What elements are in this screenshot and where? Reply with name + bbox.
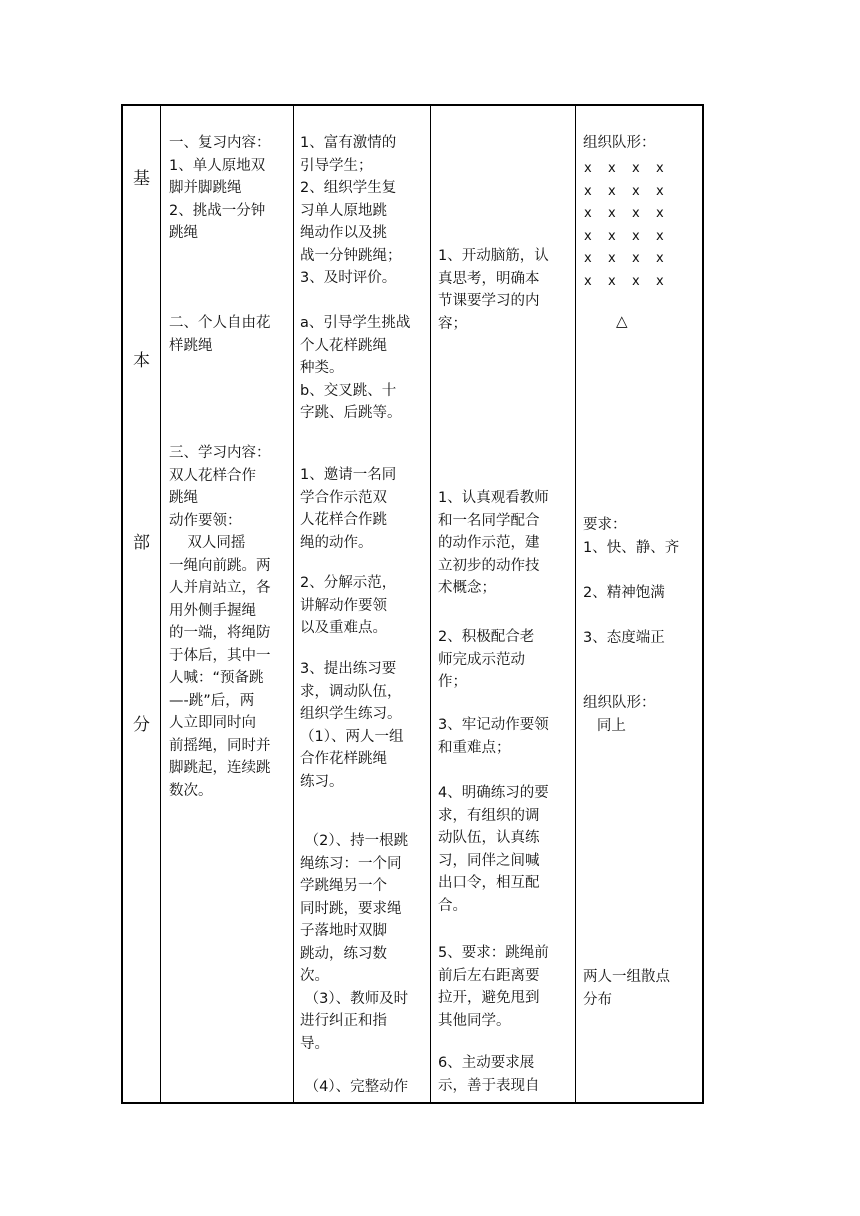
student-line: 习，同伴之间喊: [438, 852, 540, 869]
scatter-line: 两人一组散点: [583, 969, 670, 985]
student-line: 师完成示范动: [438, 651, 525, 668]
student-line: 的动作示范，建: [438, 535, 540, 551]
content-line: 数次。: [169, 782, 213, 799]
student-line: 拉开，避免甩到: [438, 990, 540, 1006]
teacher-line: 战一分钟跳绳；: [300, 247, 402, 264]
section-label-char: 基: [133, 169, 150, 189]
student-mark: x: [632, 251, 640, 267]
student-mark: x: [608, 161, 616, 176]
student-mark: x: [584, 183, 592, 199]
content-line: 人立即同时向: [169, 715, 256, 731]
content-line: 一绳向前跳。两: [169, 557, 271, 574]
student-mark: x: [632, 273, 640, 289]
teacher-line: 2、组织学生复: [300, 180, 397, 196]
teacher-line: 讲解动作要领: [300, 597, 387, 614]
content-line: 脚跳起，连续跳: [169, 760, 271, 776]
teacher-line: 求，调动队伍，: [300, 683, 402, 700]
teacher-line: 学合作示范双: [300, 489, 387, 506]
content-line: 二、个人自由花: [169, 315, 271, 331]
teacher-line: 进行纠正和指: [300, 1013, 387, 1029]
content-line: 一、复习内容：: [169, 135, 271, 151]
formation-label: 组织队形：: [583, 135, 656, 151]
content-line: 双人同摇: [169, 535, 246, 551]
student-mark: x: [584, 161, 592, 176]
student-line: 作；: [438, 674, 467, 690]
organization-cell: [576, 105, 704, 1103]
student-line: 前后左右距离要: [438, 967, 540, 984]
student-mark: x: [656, 161, 664, 176]
content-line: 用外侧手握绳: [169, 602, 256, 619]
teacher-line: 次。: [300, 968, 329, 984]
student-activity-cell: [431, 105, 576, 1103]
student-mark: x: [584, 228, 592, 244]
content-line: 跳绳: [169, 490, 198, 506]
teacher-line: 同时跳，要求绳: [300, 900, 402, 917]
requirement-line: 要求：: [583, 517, 627, 533]
student-line: 出口令，相互配: [438, 875, 540, 891]
content-line: 2、挑战一分钟: [169, 202, 266, 219]
formation-row: [584, 248, 680, 271]
student-line: 示，善于表现自: [438, 1077, 540, 1094]
teacher-line: 学跳绳另一个: [300, 878, 387, 894]
teacher-line: a、引导学生挑战: [300, 315, 411, 331]
student-line: 术概念；: [438, 580, 496, 596]
content-line: 于体后，其中一: [169, 647, 271, 664]
teacher-line: 绳练习：一个同: [300, 855, 402, 872]
student-line: 5、要求：跳绳前: [438, 945, 549, 961]
content-line: 的一端，将绳防: [169, 625, 271, 641]
teacher-line: 练习。: [300, 773, 344, 790]
teacher-line: 3、及时评价。: [300, 270, 397, 286]
student-line: 4、明确练习的要: [438, 785, 549, 801]
formation-same-text: 同上: [583, 718, 626, 734]
student-mark: x: [608, 251, 616, 267]
content-line: 人喊：“预备跳: [169, 670, 264, 686]
requirement-line: 2、精神饱满: [583, 584, 665, 601]
student-line: 真思考，明确本: [438, 270, 540, 287]
teacher-line: 导。: [300, 1035, 329, 1052]
content-cell: [161, 105, 294, 1103]
scatter-line: 分布: [583, 991, 612, 1008]
teacher-line: （4）、完整动作: [300, 1079, 409, 1095]
student-line: 2、积极配合老: [438, 629, 535, 645]
teacher-line: 1、邀请一名同: [300, 467, 397, 483]
content-line: 动作要领：: [169, 512, 242, 529]
student-line: 立初步的动作技: [438, 557, 540, 574]
teacher-line: b、交叉跳、十: [300, 382, 397, 399]
student-line: 其他同学。: [438, 1012, 511, 1029]
teacher-line: （2）、持一根跳: [300, 833, 409, 849]
formation-row: [584, 271, 680, 294]
teacher-line: 子落地时双脚: [300, 923, 387, 939]
teacher-line: 跳动，练习数: [300, 945, 387, 962]
student-mark: x: [584, 206, 592, 222]
section-label-char: 本: [133, 351, 150, 371]
requirement-line: 3、态度端正: [583, 629, 665, 646]
teacher-line: 绳动作以及挑: [300, 225, 387, 241]
formation-row: [584, 181, 680, 204]
student-line: 3、牢记动作要领: [438, 717, 549, 733]
content-line: 跳绳: [169, 225, 198, 241]
content-line: 双人花样合作: [169, 467, 256, 484]
teacher-line: （1）、两人一组: [300, 728, 404, 745]
table-row: [122, 105, 703, 1103]
teacher-line: 2、分解示范，: [300, 575, 397, 591]
formation-row: [584, 158, 680, 181]
content-line: 1、单人原地双: [169, 157, 266, 174]
student-mark: x: [608, 273, 616, 289]
student-line: 1、认真观看教师: [438, 490, 549, 506]
requirement-line: 1、快、静、齐: [583, 539, 680, 556]
student-mark: x: [632, 228, 640, 244]
content-line: 三、学习内容：: [169, 445, 271, 461]
student-line: 动队伍，认真练: [438, 830, 540, 846]
teacher-line: 习单人原地跳: [300, 202, 387, 219]
content-line: 前摇绳，同时并: [169, 737, 271, 754]
teacher-line: 以及重难点。: [300, 620, 387, 636]
student-mark: x: [608, 183, 616, 199]
section-label-cell: [122, 105, 161, 1103]
student-line: 和重难点；: [438, 739, 511, 756]
student-mark: x: [632, 206, 640, 222]
teacher-line: （3）、教师及时: [300, 990, 409, 1007]
content-line: 脚并脚跳绳: [169, 180, 242, 196]
teacher-position-mark: △: [616, 312, 628, 330]
student-mark: x: [632, 161, 640, 176]
student-mark: x: [656, 228, 664, 244]
student-line: 容；: [438, 315, 467, 332]
formation-grid: [584, 158, 680, 294]
student-mark: x: [608, 228, 616, 244]
student-line: 求，有组织的调: [438, 807, 540, 824]
teacher-line: 引导学生；: [300, 157, 373, 174]
student-line: 和一名同学配合: [438, 512, 540, 529]
teacher-line: 合作花样跳绳: [300, 751, 387, 767]
student-mark: x: [656, 251, 664, 267]
teacher-activity-cell: [294, 105, 431, 1103]
teacher-line: 1、富有激情的: [300, 135, 397, 151]
student-line: 1、开动脑筋，认: [438, 248, 549, 264]
student-line: 6、主动要求展: [438, 1055, 535, 1071]
content-line: —-跳”后，两: [169, 692, 255, 709]
section-label-char: 部: [133, 533, 150, 553]
student-mark: x: [584, 273, 592, 289]
content-line: 人并肩站立，各: [169, 580, 271, 596]
teacher-line: 个人花样跳绳: [300, 337, 387, 354]
teacher-line: 绳的动作。: [300, 534, 373, 551]
teacher-line: 人花样合作跳: [300, 512, 387, 528]
teacher-line: 3、提出练习要: [300, 661, 397, 677]
lesson-plan-table: [121, 104, 704, 1104]
student-mark: x: [632, 183, 640, 199]
content-line: 样跳绳: [169, 337, 213, 354]
teacher-line: 字跳、后跳等。: [300, 405, 402, 421]
formation-label-2: 组织队形：: [583, 695, 656, 711]
formation-row: [584, 203, 680, 226]
student-line: 节课要学习的内: [438, 293, 540, 309]
teacher-line: 组织学生练习。: [300, 706, 402, 722]
student-mark: x: [584, 251, 592, 267]
section-label-char: 分: [133, 715, 150, 735]
student-mark: x: [656, 273, 664, 289]
student-mark: x: [656, 206, 664, 222]
teacher-line: 种类。: [300, 360, 344, 376]
student-line: 合。: [438, 897, 467, 914]
student-mark: x: [608, 206, 616, 222]
formation-row: [584, 226, 680, 249]
student-mark: x: [656, 183, 664, 199]
